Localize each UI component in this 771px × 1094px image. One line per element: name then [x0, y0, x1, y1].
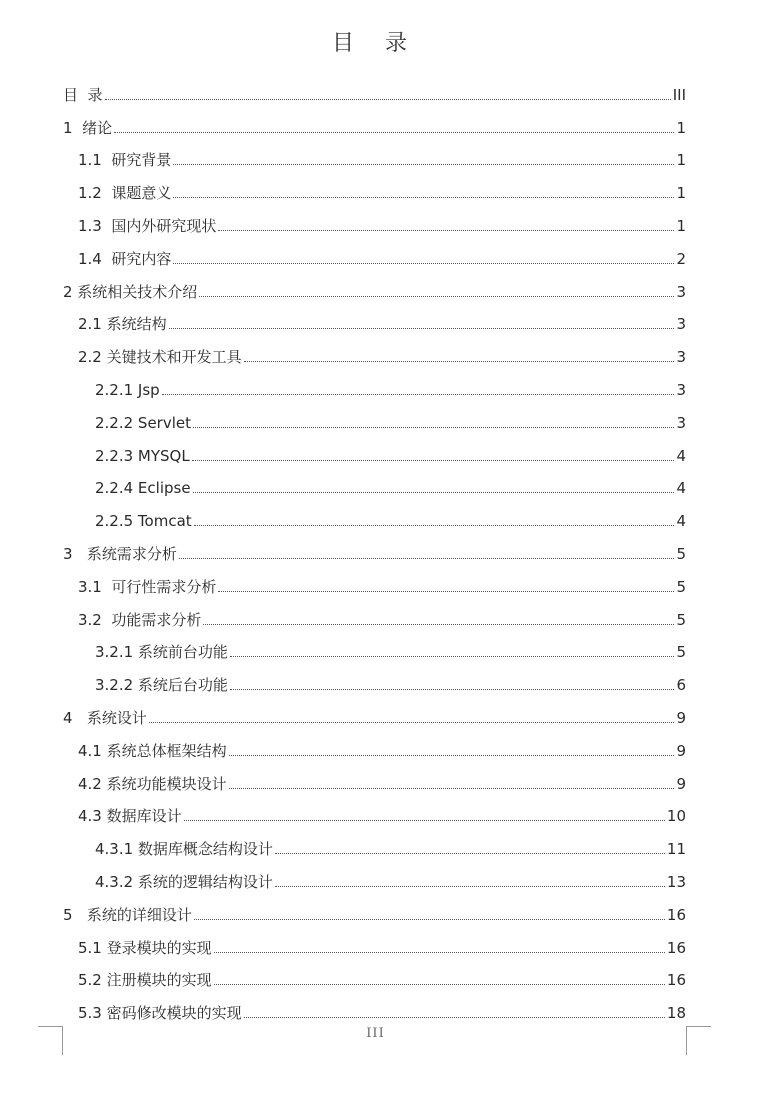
toc-dot-leader	[194, 524, 675, 526]
toc-entry[interactable]	[63, 336, 686, 369]
toc-entry[interactable]	[63, 500, 686, 533]
toc-entry[interactable]	[63, 861, 686, 894]
toc-entry-page-number: 16	[666, 938, 686, 957]
toc-dot-leader	[244, 1016, 665, 1018]
toc-entry-page-number: 2	[676, 249, 686, 268]
toc-dot-leader	[193, 426, 674, 428]
toc-dot-leader	[275, 885, 665, 887]
toc-dot-leader	[230, 655, 675, 657]
toc-entry[interactable]	[63, 74, 686, 107]
toc-entry-page-number: 13	[666, 872, 686, 891]
toc-entry-title: 2.2.1 Jsp	[95, 380, 160, 399]
toc-dot-leader	[114, 131, 674, 133]
toc-entry-title: 3.1 可行性需求分析	[78, 577, 217, 596]
toc-dot-leader	[275, 852, 665, 854]
toc-entry-title: 2.2.4 Eclipse	[95, 479, 191, 498]
toc-entry[interactable]	[63, 828, 686, 861]
toc-entry[interactable]	[63, 796, 686, 829]
toc-entry-title: 1.3 国内外研究现状	[78, 216, 217, 235]
toc-entry-title: 5.1 登录模块的实现	[78, 938, 212, 957]
toc-entry-page-number: 16	[666, 971, 686, 990]
toc-entry-page-number: III	[672, 85, 686, 104]
toc-entry-page-number: 4	[676, 512, 686, 531]
toc-dot-leader	[184, 819, 665, 821]
toc-entry-title: 4.3 数据库设计	[78, 807, 182, 826]
toc-entry[interactable]	[63, 435, 686, 468]
toc-entry[interactable]	[63, 107, 686, 140]
toc-dot-leader	[218, 229, 674, 231]
toc-entry-title: 2.2.5 Tomcat	[95, 512, 192, 531]
toc-entry-title: 5.2 注册模块的实现	[78, 971, 212, 990]
toc-entry-page-number: 3	[676, 348, 686, 367]
toc-dot-leader	[229, 754, 675, 756]
toc-entry-title: 3.2 功能需求分析	[78, 610, 202, 629]
toc-dot-leader	[218, 590, 674, 592]
toc-entry[interactable]	[63, 960, 686, 993]
toc-entry-page-number: 1	[676, 184, 686, 203]
toc-entry-title: 2.2.2 Servlet	[95, 413, 192, 432]
toc-entry-page-number: 1	[676, 151, 686, 170]
toc-entry[interactable]	[63, 238, 686, 271]
toc-entry-title: 4.3.2 系统的逻辑结构设计	[95, 872, 273, 891]
toc-entry-page-number: 5	[676, 544, 686, 563]
toc-entry-page-number: 16	[666, 905, 686, 924]
toc-entry-title: 1.2 课题意义	[78, 184, 172, 203]
toc-entry-title: 2.2 关键技术和开发工具	[78, 348, 242, 367]
toc-dot-leader	[173, 262, 674, 264]
toc-entry[interactable]	[63, 763, 686, 796]
toc-entry-page-number: 1	[676, 216, 686, 235]
toc-entry-page-number: 10	[666, 807, 686, 826]
toc-entry[interactable]	[63, 730, 686, 763]
toc-dot-leader	[192, 459, 675, 461]
toc-entry-title: 1.1 研究背景	[78, 151, 172, 170]
toc-entry-page-number: 9	[676, 708, 686, 727]
toc-entry-page-number: 3	[676, 380, 686, 399]
toc-dot-leader	[194, 918, 665, 920]
toc-entry[interactable]	[63, 599, 686, 632]
toc-entry-page-number: 1	[676, 118, 686, 137]
toc-entry[interactable]	[63, 992, 686, 1025]
toc-entry-page-number: 3	[676, 282, 686, 301]
toc-entry[interactable]	[63, 533, 686, 566]
toc-entry-title: 2.2.3 MYSQL	[95, 446, 190, 465]
toc-dot-leader	[230, 688, 675, 690]
toc-entry-page-number: 18	[666, 1004, 686, 1023]
toc-entry-title: 3.2.1 系统前台功能	[95, 643, 228, 662]
toc-dot-leader	[214, 951, 665, 953]
toc-entry[interactable]	[63, 468, 686, 501]
toc-entry-title: 目 录	[63, 85, 103, 104]
toc-entry[interactable]	[63, 894, 686, 927]
toc-entry[interactable]	[63, 927, 686, 960]
toc-entry[interactable]	[63, 402, 686, 435]
toc-entry-title: 4.2 系统功能模块设计	[78, 774, 227, 793]
toc-entry-page-number: 3	[676, 413, 686, 432]
toc-dot-leader	[214, 983, 665, 985]
toc-entry[interactable]	[63, 304, 686, 337]
toc-entry-title: 2 系统相关技术介绍	[63, 282, 198, 301]
toc-entry-page-number: 9	[676, 741, 686, 760]
toc-entry[interactable]	[63, 205, 686, 238]
toc-entry-page-number: 4	[676, 446, 686, 465]
toc-entry-title: 4.1 系统总体框架结构	[78, 741, 227, 760]
toc-entry-page-number: 6	[676, 676, 686, 695]
toc-dot-leader	[105, 98, 671, 100]
toc-dot-leader	[193, 491, 675, 493]
toc-dot-leader	[149, 721, 675, 723]
toc-entry-title: 3 系统需求分析	[63, 544, 177, 563]
crop-mark-right	[686, 1026, 711, 1055]
toc-entry-title: 1.4 研究内容	[78, 249, 172, 268]
toc-entry[interactable]	[63, 632, 686, 665]
footer-page-number: III	[366, 1026, 385, 1041]
toc-entry[interactable]	[63, 664, 686, 697]
toc-dot-leader	[203, 623, 674, 625]
toc-entry-page-number: 5	[676, 610, 686, 629]
toc-dot-leader	[162, 393, 675, 395]
toc-dot-leader	[199, 295, 674, 297]
toc-entry[interactable]	[63, 140, 686, 173]
toc-entry-page-number: 11	[666, 840, 686, 859]
toc-dot-leader	[244, 360, 675, 362]
toc-dot-leader	[173, 163, 674, 165]
table-of-contents	[63, 74, 686, 1025]
toc-heading: 目 录	[332, 31, 419, 56]
toc-entry-page-number: 9	[676, 774, 686, 793]
toc-entry-title: 5.3 密码修改模块的实现	[78, 1004, 242, 1023]
toc-entry[interactable]	[63, 566, 686, 599]
toc-entry[interactable]	[63, 369, 686, 402]
toc-dot-leader	[169, 327, 675, 329]
toc-dot-leader	[173, 196, 674, 198]
toc-entry-title: 5 系统的详细设计	[63, 905, 192, 924]
toc-entry-title: 4 系统设计	[63, 708, 147, 727]
toc-entry-page-number: 5	[676, 643, 686, 662]
toc-dot-leader	[179, 557, 675, 559]
toc-entry[interactable]	[63, 271, 686, 304]
toc-entry-title: 2.1 系统结构	[78, 315, 167, 334]
toc-entry-title: 1 绪论	[63, 118, 113, 137]
toc-dot-leader	[229, 787, 675, 789]
toc-entry-page-number: 4	[676, 479, 686, 498]
toc-entry-page-number: 3	[676, 315, 686, 334]
toc-entry[interactable]	[63, 172, 686, 205]
toc-entry[interactable]	[63, 697, 686, 730]
toc-entry-title: 4.3.1 数据库概念结构设计	[95, 840, 273, 859]
toc-entry-title: 3.2.2 系统后台功能	[95, 676, 228, 695]
toc-entry-page-number: 5	[676, 577, 686, 596]
